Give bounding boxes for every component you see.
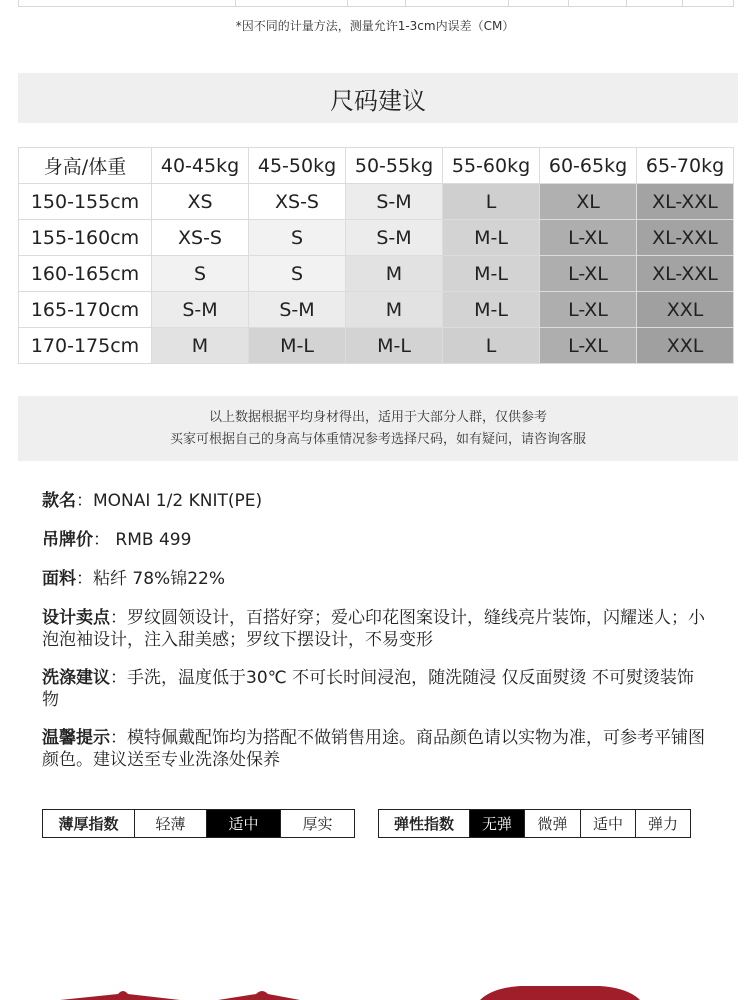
tag-price-row xyxy=(42,529,708,551)
weight-range-header: 45-50kg xyxy=(249,148,346,184)
style-name-label: 款名 xyxy=(42,491,76,511)
size-cell: L-XL xyxy=(540,328,637,364)
size-cell: S-M xyxy=(152,292,249,328)
thickness-option: 轻薄 xyxy=(134,810,206,837)
size-cell: M-L xyxy=(249,328,346,364)
wash-value: ：手洗，温度低于30℃ 不可长时间浸泡，随洗随浸 仅反面熨烫 不可熨烫装饰物 xyxy=(42,668,694,710)
design-label: 设计卖点 xyxy=(42,608,110,628)
size-chart-header-row xyxy=(19,148,734,184)
size-chart-row xyxy=(19,328,734,364)
fabric-row xyxy=(42,568,708,590)
style-name-row xyxy=(42,490,708,512)
thickness-label: 薄厚指数 xyxy=(58,815,119,833)
disclaimer-line-2: 买家可根据自己的身高与体重情况参考选择尺码，如有疑问，请咨询客服 xyxy=(169,432,586,447)
product-details xyxy=(42,490,708,788)
tag-price-value: ： RMB 499 xyxy=(93,530,192,550)
size-cell: M-L xyxy=(443,256,540,292)
height-weight-header: 身高/体重 xyxy=(19,148,152,184)
garment-folded-body xyxy=(480,986,640,1000)
design-row xyxy=(42,607,708,651)
size-disclaimer xyxy=(18,396,738,461)
size-chart-row xyxy=(19,220,734,256)
size-cell: M-L xyxy=(443,220,540,256)
style-name-value: ：MONAI 1/2 KNIT(PE) xyxy=(76,491,263,511)
size-cell: M-L xyxy=(346,328,443,364)
weight-range-header: 65-70kg xyxy=(637,148,734,184)
elasticity-option: 弹力 xyxy=(635,810,690,837)
measurement-note: *因不同的计量方法，测量允许1-3cm内误差（CM） xyxy=(235,19,515,33)
height-range-cell: 155-160cm xyxy=(19,220,152,256)
size-cell: XXL xyxy=(637,292,734,328)
elasticity-label: 弹性指数 xyxy=(393,815,454,833)
wash-row xyxy=(42,667,708,711)
thickness-option: 厚实 xyxy=(280,810,354,837)
size-cell: S xyxy=(152,256,249,292)
fabric-value: ：粘纤 78%锦22% xyxy=(76,569,225,589)
height-range-cell: 165-170cm xyxy=(19,292,152,328)
garment-left-shoulder xyxy=(60,991,180,1000)
size-cell: XXL xyxy=(637,328,734,364)
size-cell: S xyxy=(249,220,346,256)
size-cell: M xyxy=(346,256,443,292)
previous-table-remnant xyxy=(18,0,732,7)
thickness-option: 适中 xyxy=(206,810,280,837)
elasticity-index xyxy=(378,809,691,838)
size-advice-title: 尺码建议 xyxy=(18,73,738,123)
size-cell: M xyxy=(346,292,443,328)
tag-price-label: 吊牌价 xyxy=(42,530,93,550)
height-range-cell: 170-175cm xyxy=(19,328,152,364)
disclaimer-line-1: 以上数据根据平均身材得出，适用于大部分人群，仅供参考 xyxy=(208,410,547,425)
size-cell: S xyxy=(249,256,346,292)
height-range-cell: 150-155cm xyxy=(19,184,152,220)
garment-preview-image xyxy=(0,960,750,1000)
size-cell: L-XL xyxy=(540,220,637,256)
thickness-index xyxy=(42,809,355,838)
size-chart-row xyxy=(19,292,734,328)
size-cell: S-M xyxy=(346,220,443,256)
elasticity-option: 微弹 xyxy=(524,810,580,837)
size-cell: M-L xyxy=(443,292,540,328)
tips-row xyxy=(42,727,708,771)
elasticity-option: 无弹 xyxy=(469,810,524,837)
size-cell: S-M xyxy=(249,292,346,328)
size-chart-row xyxy=(19,184,734,220)
size-cell: L xyxy=(443,328,540,364)
elasticity-option: 适中 xyxy=(580,810,635,837)
size-cell: L-XL xyxy=(540,292,637,328)
weight-range-header: 40-45kg xyxy=(152,148,249,184)
size-cell: XL-XXL xyxy=(637,184,734,220)
weight-range-header: 60-65kg xyxy=(540,148,637,184)
size-cell: XS-S xyxy=(249,184,346,220)
size-cell: XS xyxy=(152,184,249,220)
tips-label: 温馨提示 xyxy=(42,728,110,748)
height-range-cell: 160-165cm xyxy=(19,256,152,292)
size-chart-row xyxy=(19,256,734,292)
size-cell: XS-S xyxy=(152,220,249,256)
size-cell: L-XL xyxy=(540,256,637,292)
fabric-label: 面料 xyxy=(42,569,76,589)
size-cell: S-M xyxy=(346,184,443,220)
garment-right-shoulder xyxy=(218,991,300,1000)
wash-label: 洗涤建议 xyxy=(42,668,110,688)
weight-range-header: 55-60kg xyxy=(443,148,540,184)
size-chart xyxy=(18,147,734,364)
size-cell: XL-XXL xyxy=(637,220,734,256)
design-value: ：罗纹圆领设计，百搭好穿；爱心印花图案设计，缝线亮片装饰，闪耀迷人；小泡泡袖设计，注入甜美感；罗纹下摆设计，不易变形 xyxy=(42,608,705,650)
size-cell: L xyxy=(443,184,540,220)
size-cell: XL xyxy=(540,184,637,220)
tips-value: ：模特佩戴配饰均为搭配不做销售用途。商品颜色请以实物为准，可参考平铺图颜色。建议送至专业洗涤处保养 xyxy=(42,728,705,770)
size-cell: XL-XXL xyxy=(637,256,734,292)
weight-range-header: 50-55kg xyxy=(346,148,443,184)
size-cell: M xyxy=(152,328,249,364)
